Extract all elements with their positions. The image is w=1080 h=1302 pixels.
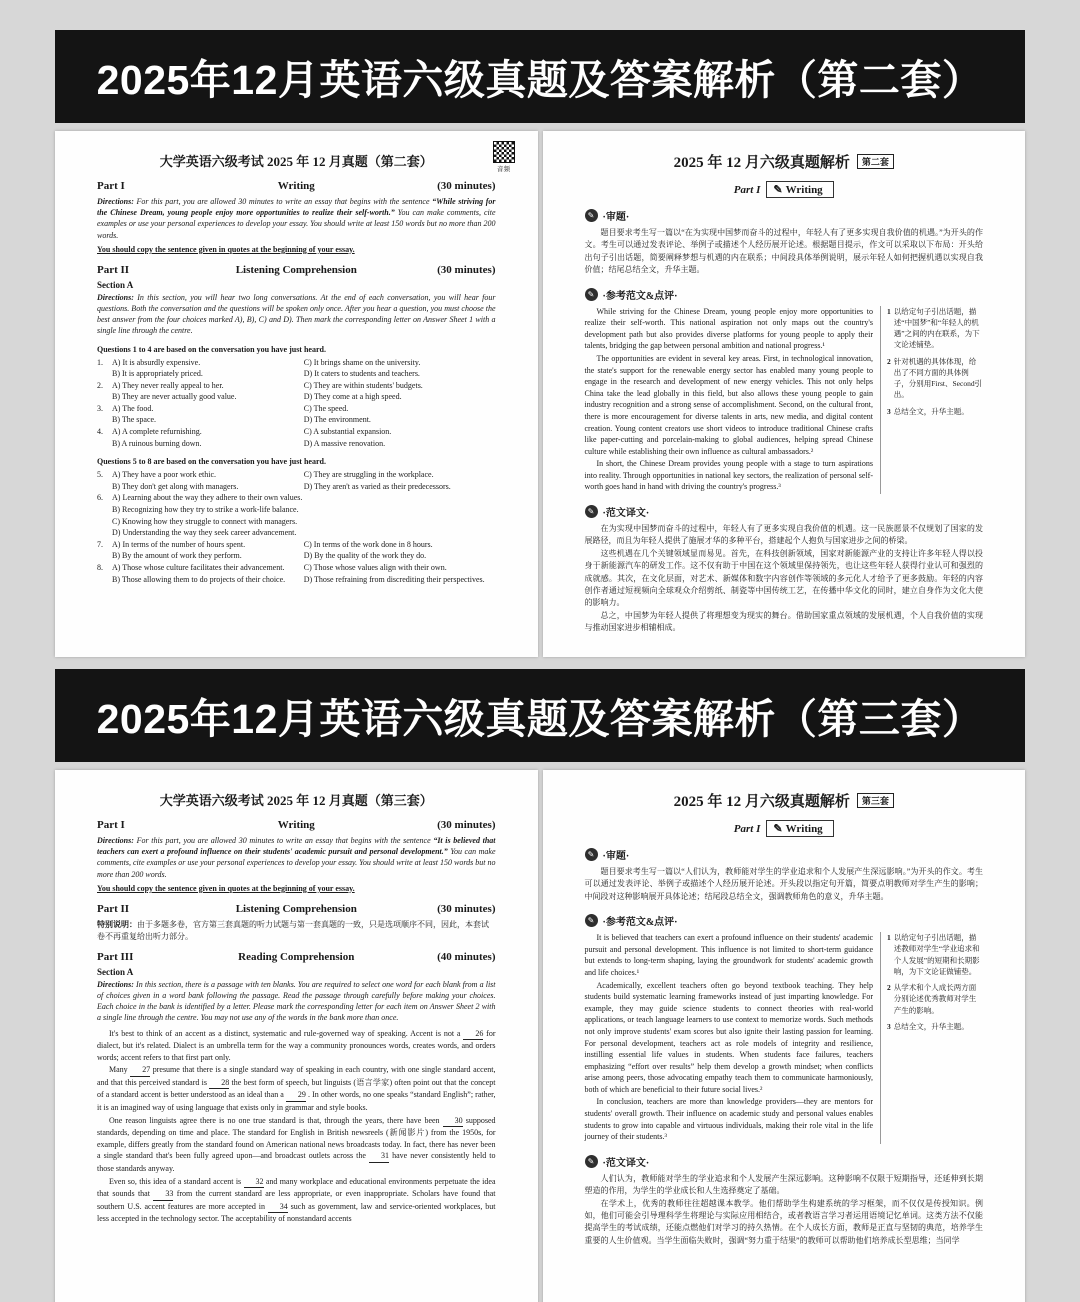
margin-note [887,932,983,977]
directions-label: Directions: [97,197,134,206]
questions-1-4-header: Questions 1 to 4 are based on the conversation you have just heard. [97,344,326,354]
question-number [97,481,112,493]
paragraph: 在为实现中国梦而奋斗的过程中，年轻人有了更多实现自我价值的机遇。这一民族愿景不仅规划了国家的发展路径，而且为年轻人提供了施展才华的多种平台，搭建起个人抱负与国家进步之间的桥梁。 [584,524,983,546]
part2-header [97,903,496,915]
answer-option: D) A massive renovation. [303,438,386,448]
banner-set2 [55,30,1025,123]
question-number [97,391,112,403]
answer-option: C) It brings shame on the university. [303,357,421,367]
model-essay-wrap [585,932,984,1144]
translation-body [585,1173,984,1247]
analysis-title [585,790,984,811]
question-number: 4. [97,427,103,437]
answer-option: D) By the quality of the work they do. [303,551,427,561]
fill-in-blank: 30 [443,1115,463,1128]
margin-note-number: 3 [887,1021,891,1031]
part-name: Writing [785,822,823,835]
directions-text: In this section, there is a passage with ten blanks. You are required to select one word for each blank from a list of choices given in a word bank following the passage. Read the passage through carefully before making your choices. Each choice in the bank is identified by a letter. Please mark the corresponding letter for each item on Answer Sheet 2 with a single line through the centre. You may not use any of the words in the bank more than once. [97,979,496,1023]
analysis-page-set3 [543,770,1026,1302]
margin-note-text: 总结全文，升华主题。 [893,406,969,416]
part-time: (30 minutes) [437,180,496,192]
directions-quote: “It is believed that teachers can exert a profound influence on their students' academic pursuit and personal development.” [97,836,496,857]
fanwen-label: ·参考范文&点评· [602,917,678,929]
yiwen-section-header [585,1154,984,1169]
part-name: Writing [277,819,315,831]
set-badge: 第三套 [857,793,894,808]
translation-icon: ✎ [585,1155,598,1168]
question-option-row [97,426,496,438]
question-number [97,574,112,586]
writing-part-box [766,820,833,837]
question-option-row [97,562,496,574]
qr-code-icon [493,141,515,163]
part1-header [97,180,496,192]
answer-option: D) Those refraining from discrediting their perspectives. [303,574,485,584]
margin-note-text: 总结全文，升华主题。 [893,1021,969,1031]
shenti-label: ·审题· [602,851,630,862]
margin-note-number: 1 [887,933,891,943]
question-number [97,550,112,562]
answer-option: C) A substantial expansion. [303,427,392,437]
part-label: Part I [733,822,761,835]
margin-note-text: 以给定句子引出话题，描述教师对学生“学业追求和个人发展”的短期和长期影响，为下文论证做铺垫。 [893,933,980,976]
directions-text: In this section, you will hear two long conversations. At the end of each conversation, you will hear four questions. Both the conversation and the questions will be spoken only once. After you hear a question, you must choose the best answer from the four choices marked A), B), C) and D). Then mark the corresponding letter on Answer Sheet 1 with a single line through the centre. [97,292,496,336]
part-name: Reading Comprehension [238,950,355,963]
fill-in-blank: 32 [244,1176,264,1189]
answer-option: C) Those whose values align with their own. [303,563,447,572]
translation-body [585,523,984,635]
answer-option: B) By the amount of work they perform. [112,551,242,561]
question-option-row [97,380,496,392]
answer-option: C) In terms of the work done in 8 hours. [303,539,433,549]
question-number [97,504,112,516]
margin-note-text: 从学术和个人成长两方面分别论述优秀教师对学生产生的影响。 [893,983,977,1015]
analysis-part-header [585,181,984,198]
analysis-title-text: 2025 年 12 月六级真题解析 [673,794,850,810]
answer-option: B) They are never actually good value. [112,392,237,402]
question-option-row [97,492,496,504]
special-note-text: 由于多题多卷，官方第三套真题的听力试题与第一套真题的一致，只是选项顺序不同，因此，本套试卷不再重复给出听力部分。 [97,919,489,941]
shenti-body [585,866,984,903]
answer-option: B) The space. [112,415,157,425]
margin-note-number: 2 [887,356,891,366]
question-number [97,527,112,539]
answer-option: A) Those whose culture facilitates their advancement. [112,563,285,572]
exam-title: 大学英语六级考试 2025 年 12 月真题（第二套） [159,154,433,169]
answer-option: C) They are struggling in the workplace. [303,470,434,480]
shenti-section-header [585,208,984,223]
answer-option: D) They come at a high speed. [303,392,402,402]
answer-option: D) It caters to students and teachers. [303,369,420,379]
paragraph: Even so, this idea of a standard accent is 32 and many workplace and educational environments perpetuate the idea that sounds that 33 from the current standard are less appropriate, or even inappropriate. Scholars have found that southern U.S. accent features are more accepted in 34 such as government, law and service-oriented workplaces, but less accepted in the technology sector. The acceptability of nonstandard accents [97,1176,496,1224]
question-option-row [97,391,496,403]
yiwen-section-header [585,504,984,519]
answer-option: A) They never really appeal to her. [112,380,224,390]
question-option-row [97,368,496,380]
exam-paper-set2 [55,131,538,657]
question-number [97,368,112,380]
question-number: 6. [97,493,103,503]
question-number: 2. [97,380,103,390]
paragraph: 总之，中国梦为年轻人提供了将理想变为现实的舞台。借助国家重点领域的发展机遇，个人自我价值的实现与推动国家进步相辅相成。 [584,610,983,633]
model-essay [585,932,874,1144]
fill-in-blank: 31 [369,1150,389,1163]
exam-paper-set3 [55,770,538,1302]
margin-note [887,356,983,401]
answer-option: B) A ruinous burning down. [112,438,202,448]
paragraph: 在学术上，优秀的教师往往超越课本教学。他们帮助学生构建系统的学习框架，而不仅仅是传授知识。例如，他们可能会引导理科学生将理论与实际应用相结合，或者教语言学习者运用语境记忆单词。这类方法不仅能提高学生的考试成绩，还能点燃他们对学习的持久热情。在个人成长方面，教师是正直与坚韧的典范，培养学生重要的人生价值观。当学生面临失败时，强调“努力重于结果”的教师可以帮助他们培养成长型思维；当同学 [584,1198,983,1245]
question-number: 8. [97,563,103,572]
fill-in-blank: 29 [286,1089,306,1102]
directions-text: For this part, you are allowed 30 minutes to write an essay that begins with the sentence [136,836,431,845]
part1-directions [97,835,496,880]
part-name: Listening Comprehension [235,263,357,276]
shenti-section-header [585,847,984,862]
fanwen-section-header [585,913,984,928]
answer-option: C) Knowing how they struggle to connect with managers. [112,516,298,526]
analysis-page-set2 [543,131,1026,657]
part-name: Listening Comprehension [235,902,357,915]
question-number [97,438,112,450]
shenti-body [585,227,984,277]
audio-badge [486,141,522,173]
paragraph: Academically, excellent teachers often go beyond textbook teaching. They help students build systematic learning frameworks instead of just imparting knowledge. For example, they may guide science students to connect theories with real-world applications, or teach language learners to use context to memorize words. Such methods not only improve students' exam scores but also ignite their lasting passion for learning. For personal development, teachers act as role models of integrity and resilience, instilling essential life values in students. When students face failures, teachers emphasizing “effort over results” help them develop a growth mindset; when conflicts arise among peers, those advocating empathy teach them to communicate harmoniously, both of which are beneficial to their future social lives.² [584,980,873,1094]
part-time: (30 minutes) [437,263,496,276]
margin-note-number: 2 [887,983,891,993]
part-label: Part I [97,819,125,831]
margin-note-number: 1 [887,306,891,316]
set-badge: 第二套 [857,154,894,169]
analysis-title-text: 2025 年 12 月六级真题解析 [673,155,850,171]
question-option-row [97,481,496,493]
part-label: Part II [97,902,130,915]
margin-note [887,982,983,1016]
fill-in-blank: 33 [153,1188,173,1201]
part3-header [97,951,496,963]
copy-sentence-note: You should copy the sentence given in quotes at the beginning of your essay. [97,883,355,893]
answer-option: A) Learning about the way they adhere to their own values. [112,493,303,503]
banner-set2-text: 2025年12月英语六级真题及答案解析（第二套） [96,57,984,103]
directions-label: Directions: [97,836,134,845]
question-option-row [97,539,496,551]
page-row-set3 [55,770,1025,1302]
yiwen-label: ·范文译文· [602,1157,650,1169]
margin-note-number: 3 [887,406,891,416]
answer-option: D) They aren't as varied as their predecessors. [303,481,451,491]
margin-note [887,406,983,417]
question-option-row [97,403,496,415]
writing-part-box [766,181,833,198]
model-essay-wrap [585,306,984,495]
special-note-label: 特别说明： [97,919,137,929]
margin-note-text: 针对机遇的具体体现，给出了不同方面的具体例子，分别用First、Second引出。 [893,356,983,400]
question-number [97,414,112,426]
part-time: (30 minutes) [437,819,496,831]
question-option-row [97,469,496,481]
answer-option: A) It is absurdly expensive. [112,357,201,367]
paragraph: In short, the Chinese Dream provides young people with a stage to turn aspirations into reality. Through opportunities in national key sectors, the realization of personal self-worth goes hand in hand with driving the country's progress.³ [584,459,873,492]
part3-directions [97,979,496,1024]
listening-special-note [97,919,496,943]
part1-directions [97,196,496,241]
paragraph: 人们认为，教师能对学生的学业追求和个人发展产生深远影响。这种影响不仅限于短期指导，还延伸到长期塑造的作用，为学生的学业成长和人生选择奠定了基础。 [584,1173,983,1196]
margin-note [887,306,983,351]
analysis-part-header [585,820,984,837]
question-option-row [97,550,496,562]
shenti-icon: ✎ [585,848,598,861]
question-option-row [97,357,496,369]
question-option-row [97,574,496,586]
margin-notes [880,306,983,495]
banner-set3 [55,669,1025,762]
directions-label: Directions: [97,292,134,302]
part-name: Writing [785,183,823,196]
shenti-icon: ✎ [585,209,598,222]
section-a-label: Section A [97,279,134,290]
model-essay [585,306,874,495]
fill-in-blank: 27 [130,1064,150,1077]
question-number: 5. [97,470,103,480]
fanwen-section-header [585,287,984,302]
shenti-label: ·审题· [602,212,630,223]
audio-label: 音频 [497,166,510,173]
directions-quote: “While striving for the Chinese Dream, young people enjoy more opportunities to realize their self-worth.” [97,197,496,218]
answer-option: B) Those allowing them to do projects of their choice. [112,574,286,584]
answer-option: C) The speed. [303,403,349,413]
answer-option: B) Recognizing how they try to strike a work-life balance. [112,505,299,515]
question-option-row [97,516,496,528]
directions-text: You can make comments, cite examples or use your personal experiences to develop your essay. You should write at least 150 words but no more than 200 words. [97,847,496,879]
paragraph: One reason linguists agree there is no one true standard is that, through the years, there have been 30 supposed standards, depending on time and place. The standard for English in British newsreels (新闻影片) from the 1950s, for example, differs greatly from the standard found on American national news broadcasts today. In fact, there has never been a single standard that's been fully agreed upon—and broadcast outlets across the 31 have never consistently held to those standards anyway. [97,1115,496,1174]
question-number: 7. [97,539,103,549]
question-option-row [97,527,496,539]
directions-text: You can make comments, cite examples or use your personal experiences to develop your essay. You should write at least 150 words but no more than 200 words. [97,208,496,240]
section-a-label: Section A [97,966,134,977]
copy-sentence-note: You should copy the sentence given in quotes at the beginning of your essay. [97,244,355,254]
pen-icon: ✎ [773,184,783,196]
part-label: Part I [733,183,761,196]
fanwen-label: ·参考范文&点评· [602,290,678,302]
question-number: 1. [97,357,103,367]
question-number: 3. [97,403,103,413]
answer-option: A) They have a poor work ethic. [112,470,217,480]
directions-label: Directions: [97,979,134,989]
exam-header [97,790,496,809]
paragraph: Many 27 presume that there is a single standard way of speaking in each country, with one single standard accent, and that this perceived standard is 28 the best form of speech, but linguists (语言学家) often point out that the concept of a standard accent is better understood as an ideal than a 29 . In other words, no one speaks “standard English”; rather, it is an imagined way of using language that exists only in grammar and style books. [97,1065,496,1113]
paragraph: It is believed that teachers can exert a profound influence on their students' academic pursuit and personal development. This influence is not limited to short-term guidance but extends to long-term shaping, laying the groundwork for students' academic growth and life choices.¹ [584,933,873,977]
page-row-set2 [55,131,1025,657]
paragraph: In conclusion, teachers are more than knowledge providers—they are mentors for students' overall growth. Their influence on academic study and personal values enables students to grow into capable and virtuous individuals, making their role vital in the life journey of their students.³ [584,1097,873,1142]
analysis-title [585,151,984,172]
answer-option: B) It is appropriately priced. [112,369,203,379]
question-option-row [97,438,496,450]
answer-option: A) The food. [112,403,154,413]
answer-option: D) The environment. [303,415,371,425]
reading-passage [97,1028,496,1226]
banner-set3-text: 2025年12月英语六级真题及答案解析（第三套） [96,696,984,742]
yiwen-label: ·范文译文· [602,508,650,520]
part2-header [97,264,496,276]
answer-option: C) They are within students' budgets. [303,380,423,390]
part-label: Part I [97,180,125,192]
questions-5-8-header: Questions 5 to 8 are based on the conversation you have just heard. [97,457,326,467]
question-option-row [97,414,496,426]
part-name: Writing [277,180,315,192]
paragraph: 题目要求考生写一篇以“人们认为，教师能对学生的学业追求和个人发展产生深远影响。”为开头的作文。考生可以通过发表评论、举例子或描述个人经历展开论述。开头段以指定句开篇，简要点明教师对学生产生的影响；中间段对这种影响展开具体论述；结尾段总结全文，强调教师角色的意义，升华主题。 [584,867,983,901]
paragraph: It's best to think of an accent as a distinct, systematic and rule-governed way of speaking. Accent is not a 26 for dialect, but it's related. Dialect is an umbrella term for the way a community pronounces words, creates words, and orders words; accent refers to that first part only. [97,1028,496,1062]
margin-note [887,1021,983,1032]
paragraph: 这些机遇在几个关键领域显而易见。首先，在科技创新领域，国家对新能源产业的支持让许多年轻人得以投身于新能源汽车的研发工作。这不仅有助于中国在这个领域里保持领先，也让这些年轻人获得行业认可和强烈的成就感。其次，在文化层面，对艺术、新媒体和数字内容创作等领域的多元化人才给予了更多鼓励。年轻的内容创作者通过短视频向全球观众介绍剪纸、制瓷等中国传统工艺，在传播中华文化的同时，建立自身作为文化大使的影响力。 [584,548,983,608]
margin-note-text: 以给定句子引出话题，描述“中国梦”和“年轻人的机遇”之间的内在联系，为下文论述铺垫。 [893,306,980,350]
fill-in-blank: 34 [268,1201,288,1214]
paragraph: While striving for the Chinese Dream, young people enjoy more opportunities to realize their self-worth. This national aspiration not only maps out the country's development path but also provides diverse platforms for young people to apply their talents, bridging the gap between personal ambition and national progress.¹ [584,306,873,351]
pen-icon: ✎ [773,823,783,835]
paragraph: 题目要求考生写一篇以“在为实现中国梦而奋斗的过程中，年轻人有了更多实现自我价值的机遇。”为开头的作文。考生可以通过发表评论、举例子或描述个人经历展开论述。根据题目提示，作文可以采取以下布局：开头给出句子引出话题，简要阐释梦想与机遇的内在联系；中间段具体举例说明，展示年轻人如何把握机遇以实现自我价值；结尾总结全文，升华主题。 [584,228,983,275]
question-option-row [97,504,496,516]
questions-5-8-list [97,469,496,585]
model-essay-icon: ✎ [585,914,598,927]
part-time: (40 minutes) [437,950,496,963]
directions-text: For this part, you are allowed 30 minutes to write an essay that begins with the sentence [136,197,430,206]
margin-notes [880,932,983,1144]
answer-option: A) In terms of the number of hours spent. [112,539,246,549]
answer-option: B) They don't get along with managers. [112,481,239,491]
translation-icon: ✎ [585,505,598,518]
part-label: Part II [97,263,130,276]
answer-option: D) Understanding the way they seek career advancement. [112,528,297,538]
paragraph: The opportunities are evident in several key areas. First, in technological innovation, the state's support for the renewable energy sector has enabled many young people to engage in the research and development of new energy vehicles. This not only helps China take the lead globally in this field, but also allows these young people to gain industry recognition and a strong sense of accomplishment. Second, on the cultural front, there is more encouragement for diverse talents in arts, new media, and digital content creation. Young content creators use short videos to introduce traditional Chinese crafts like paper-cutting and porcelain-making to global audiences, helping spread Chinese culture while establishing their own influence as cultural ambassadors.² [584,353,873,456]
exam-title: 大学英语六级考试 2025 年 12 月真题（第三套） [159,793,433,808]
part-label: Part III [97,950,134,963]
fill-in-blank: 26 [463,1028,483,1041]
fill-in-blank: 28 [209,1077,229,1090]
questions-1-4-list [97,357,496,450]
exam-header [97,151,510,173]
answer-option: A) A complete refurnishing. [112,427,202,437]
model-essay-icon: ✎ [585,288,598,301]
part2-directions [97,292,496,337]
part-time: (30 minutes) [437,902,496,915]
question-number [97,516,112,528]
part1-header [97,819,496,831]
